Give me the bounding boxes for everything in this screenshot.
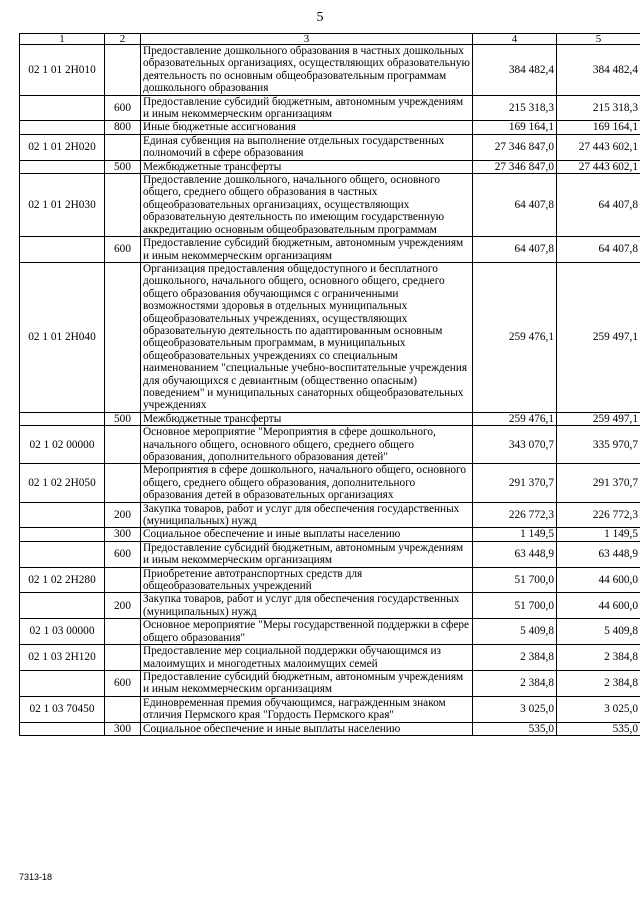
- item-name: Основное мероприятие "Меры государственной поддержки в сфере общего образования": [141, 619, 473, 645]
- amount-column-4: 27 346 847,0: [473, 160, 557, 173]
- amount-column-5: 3 025,0: [557, 696, 640, 722]
- target-article-code: [20, 95, 105, 121]
- amount-column-4: 51 700,0: [473, 593, 557, 619]
- target-article-code: 02 1 01 2Н040: [20, 262, 105, 412]
- amount-column-5: 5 409,8: [557, 619, 640, 645]
- expense-type-code: 600: [105, 670, 141, 696]
- table-row: [20, 670, 640, 696]
- target-article-code: [20, 722, 105, 735]
- item-name: Единовременная премия обучающимся, награжденным знаком отличия Пермского края "Гордость Пермского края": [141, 696, 473, 722]
- item-name: Предоставление дошкольного, начального общего, основного общего, среднего общего образования в частных общеобразовательных организациях, осуществляющих образовательную деятельность по имеющим государственную аккредитацию основным общеобразовательным программам: [141, 174, 473, 237]
- target-article-code: [20, 160, 105, 173]
- amount-column-4: 64 407,8: [473, 237, 557, 263]
- budget-table: [19, 33, 640, 736]
- item-name: Предоставление субсидий бюджетным, автономным учреждениям и иным некоммерческим организациям: [141, 237, 473, 263]
- amount-column-4: 5 409,8: [473, 619, 557, 645]
- target-article-code: 02 1 02 2Н280: [20, 567, 105, 593]
- table-row: [20, 541, 640, 567]
- amount-column-4: 259 476,1: [473, 262, 557, 412]
- item-name: Мероприятия в сфере дошкольного, начального общего, основного общего, среднего общего образования, дополнительного образования детей в образовательных организациях: [141, 464, 473, 502]
- expense-type-code: 200: [105, 502, 141, 528]
- document-code: 7313-18: [19, 872, 53, 882]
- expense-type-code: 600: [105, 237, 141, 263]
- table-row: [20, 237, 640, 263]
- amount-column-5: 259 497,1: [557, 262, 640, 412]
- table-row: [20, 696, 640, 722]
- expense-type-code: [105, 174, 141, 237]
- target-article-code: 02 1 01 2Н010: [20, 45, 105, 96]
- expense-type-code: [105, 567, 141, 593]
- item-name: Организация предоставления общедоступного и бесплатного дошкольного, начального общего, основного общего, среднего общего образования обучающимся с ограниченными возможностями здоровья в отдельных муниципальных общеобразовательных учреждениях, осуществляющих образовательную деятельность по адаптированным основным общеобразовательным программам, в муниципальных общеобразовательных учреждениях со специальным наименованием "специальные учебно-воспитательные учреждения для обучающихся с девиантным (общественно опасным) поведением" и муниципальных санаторных общеобразовательных учреждениях: [141, 262, 473, 412]
- table-row: [20, 95, 640, 121]
- target-article-code: [20, 528, 105, 541]
- expense-type-code: [105, 619, 141, 645]
- expense-type-code: [105, 262, 141, 412]
- amount-column-4: 64 407,8: [473, 174, 557, 237]
- table-row: [20, 567, 640, 593]
- expense-type-code: [105, 134, 141, 160]
- amount-column-5: 335 970,7: [557, 426, 640, 464]
- target-article-code: [20, 412, 105, 425]
- item-name: Социальное обеспечение и иные выплаты населению: [141, 528, 473, 541]
- amount-column-5: 64 407,8: [557, 237, 640, 263]
- table-row: [20, 464, 640, 502]
- amount-column-4: 343 070,7: [473, 426, 557, 464]
- table-row: [20, 593, 640, 619]
- table-header-row: [20, 34, 640, 45]
- amount-column-5: 2 384,8: [557, 645, 640, 671]
- amount-column-4: 63 448,9: [473, 541, 557, 567]
- item-name: Предоставление субсидий бюджетным, автономным учреждениям и иным некоммерческим организациям: [141, 95, 473, 121]
- item-name: Межбюджетные трансферты: [141, 412, 473, 425]
- amount-column-4: 3 025,0: [473, 696, 557, 722]
- target-article-code: [20, 121, 105, 134]
- item-name: Единая субвенция на выполнение отдельных государственных полномочий в сфере образования: [141, 134, 473, 160]
- amount-column-5: 2 384,8: [557, 670, 640, 696]
- expense-type-code: 300: [105, 528, 141, 541]
- item-name: Основное мероприятие "Мероприятия в сфере дошкольного, начального общего, основного общего, среднего общего образования, дополнительного образования детей": [141, 426, 473, 464]
- amount-column-4: 259 476,1: [473, 412, 557, 425]
- amount-column-4: 291 370,7: [473, 464, 557, 502]
- table-row: [20, 262, 640, 412]
- item-name: Закупка товаров, работ и услуг для обеспечения государственных (муниципальных) нужд: [141, 593, 473, 619]
- expense-type-code: [105, 426, 141, 464]
- amount-column-4: 27 346 847,0: [473, 134, 557, 160]
- amount-column-4: 51 700,0: [473, 567, 557, 593]
- table-row: [20, 412, 640, 425]
- target-article-code: [20, 670, 105, 696]
- expense-type-code: 500: [105, 412, 141, 425]
- item-name: Иные бюджетные ассигнования: [141, 121, 473, 134]
- amount-column-4: 215 318,3: [473, 95, 557, 121]
- column-header-3: 3: [141, 34, 473, 45]
- target-article-code: 02 1 03 70450: [20, 696, 105, 722]
- table-row: [20, 121, 640, 134]
- column-header-5: 5: [557, 34, 640, 45]
- amount-column-5: 291 370,7: [557, 464, 640, 502]
- item-name: Предоставление субсидий бюджетным, автономным учреждениям и иным некоммерческим организациям: [141, 541, 473, 567]
- amount-column-5: 44 600,0: [557, 593, 640, 619]
- item-name: Предоставление мер социальной поддержки обучающимся из малоимущих и многодетных малоимущих семей: [141, 645, 473, 671]
- target-article-code: 02 1 02 00000: [20, 426, 105, 464]
- expense-type-code: 600: [105, 95, 141, 121]
- amount-column-4: 1 149,5: [473, 528, 557, 541]
- expense-type-code: [105, 45, 141, 96]
- amount-column-5: 44 600,0: [557, 567, 640, 593]
- target-article-code: [20, 237, 105, 263]
- amount-column-5: 27 443 602,1: [557, 160, 640, 173]
- table-row: [20, 160, 640, 173]
- column-header-4: 4: [473, 34, 557, 45]
- target-article-code: [20, 593, 105, 619]
- item-name: Приобретение автотранспортных средств для общеобразовательных учреждений: [141, 567, 473, 593]
- table-row: [20, 45, 640, 96]
- amount-column-5: 215 318,3: [557, 95, 640, 121]
- table-row: [20, 502, 640, 528]
- amount-column-5: 535,0: [557, 722, 640, 735]
- amount-column-4: 226 772,3: [473, 502, 557, 528]
- item-name: Предоставление дошкольного образования в частных дошкольных образовательных организациях, осуществляющих образовательную деятельность по основным общеобразовательным программам дошкольного образования: [141, 45, 473, 96]
- expense-type-code: [105, 464, 141, 502]
- amount-column-4: 2 384,8: [473, 670, 557, 696]
- table-row: [20, 528, 640, 541]
- item-name: Предоставление субсидий бюджетным, автономным учреждениям и иным некоммерческим организациям: [141, 670, 473, 696]
- target-article-code: 02 1 03 2Н120: [20, 645, 105, 671]
- target-article-code: 02 1 03 00000: [20, 619, 105, 645]
- expense-type-code: 600: [105, 541, 141, 567]
- target-article-code: [20, 541, 105, 567]
- target-article-code: 02 1 01 2Н020: [20, 134, 105, 160]
- table-row: [20, 426, 640, 464]
- page-number: 5: [316, 10, 324, 25]
- amount-column-4: 384 482,4: [473, 45, 557, 96]
- amount-column-5: 63 448,9: [557, 541, 640, 567]
- table-row: [20, 645, 640, 671]
- table-body: [20, 45, 640, 736]
- expense-type-code: 200: [105, 593, 141, 619]
- table-row: [20, 134, 640, 160]
- target-article-code: [20, 502, 105, 528]
- expense-type-code: 500: [105, 160, 141, 173]
- item-name: Закупка товаров, работ и услуг для обеспечения государственных (муниципальных) нужд: [141, 502, 473, 528]
- expense-type-code: [105, 645, 141, 671]
- amount-column-4: 169 164,1: [473, 121, 557, 134]
- target-article-code: 02 1 01 2Н030: [20, 174, 105, 237]
- expense-type-code: 800: [105, 121, 141, 134]
- amount-column-5: 1 149,5: [557, 528, 640, 541]
- amount-column-5: 384 482,4: [557, 45, 640, 96]
- table-row: [20, 174, 640, 237]
- target-article-code: 02 1 02 2Н050: [20, 464, 105, 502]
- expense-type-code: [105, 696, 141, 722]
- item-name: Межбюджетные трансферты: [141, 160, 473, 173]
- table-row: [20, 619, 640, 645]
- column-header-1: 1: [20, 34, 105, 45]
- column-header-2: 2: [105, 34, 141, 45]
- expense-type-code: 300: [105, 722, 141, 735]
- amount-column-5: 259 497,1: [557, 412, 640, 425]
- item-name: Социальное обеспечение и иные выплаты населению: [141, 722, 473, 735]
- amount-column-5: 27 443 602,1: [557, 134, 640, 160]
- amount-column-5: 64 407,8: [557, 174, 640, 237]
- table-row: [20, 722, 640, 735]
- amount-column-4: 2 384,8: [473, 645, 557, 671]
- amount-column-5: 226 772,3: [557, 502, 640, 528]
- amount-column-4: 535,0: [473, 722, 557, 735]
- amount-column-5: 169 164,1: [557, 121, 640, 134]
